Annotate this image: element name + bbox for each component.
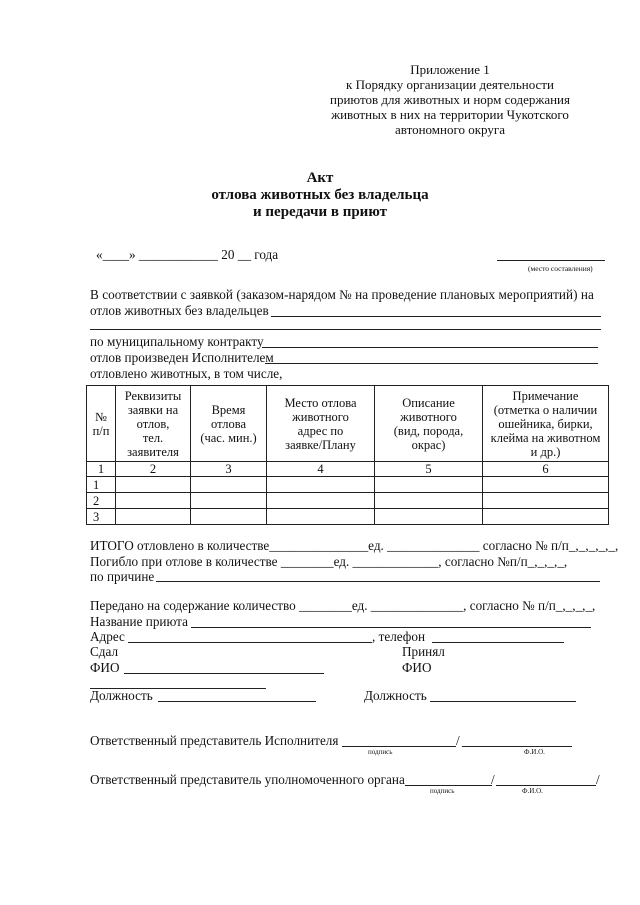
- numbering-cell: 3: [191, 462, 267, 477]
- numbering-cell: 1: [87, 462, 116, 477]
- header-line-5: автономного округа: [395, 122, 505, 137]
- performer-slash: /: [456, 733, 460, 748]
- died-count[interactable]: Погибло при отлове в количестве ________ед. _____________, согласно №п/п_,_,_,_,: [90, 554, 568, 569]
- performer-line[interactable]: [265, 363, 598, 364]
- table-numbering-row: [87, 462, 609, 477]
- position-right-line[interactable]: [430, 701, 576, 702]
- phone-line[interactable]: [432, 642, 564, 643]
- caught-label: отловлено животных, в том числе,: [90, 366, 283, 381]
- header-line-1: Приложение 1: [410, 62, 490, 77]
- place-line[interactable]: [497, 260, 605, 261]
- table-header-row: [87, 386, 609, 462]
- gave-label: Сдал: [90, 644, 119, 659]
- contract-line[interactable]: [262, 347, 598, 348]
- table-cell[interactable]: [191, 509, 267, 525]
- reason-label: по причине: [90, 569, 155, 584]
- fio-left-line[interactable]: [124, 673, 324, 674]
- performer-label: отлов произведен Исполнителем: [90, 350, 274, 365]
- header-line-3: приютов для животных и норм содержания: [330, 92, 570, 107]
- row-number: 3: [87, 509, 116, 525]
- authority-fio-line[interactable]: [496, 785, 596, 786]
- document-subtitle-2: и передачи в приют: [253, 204, 387, 220]
- numbering-cell: 2: [116, 462, 191, 477]
- header-line-2: к Порядку организации деятельности: [346, 77, 554, 92]
- table-row[interactable]: [87, 509, 609, 525]
- table-cell[interactable]: [375, 509, 483, 525]
- table-cell[interactable]: [375, 493, 483, 509]
- position-right-label: Должность: [364, 688, 427, 703]
- table-cell[interactable]: [483, 509, 609, 525]
- document-subtitle-1: отлова животных без владельца: [211, 187, 429, 203]
- table-row[interactable]: [87, 477, 609, 493]
- authority-slash-end: /: [596, 772, 600, 787]
- performer-fio-line[interactable]: [462, 746, 572, 747]
- header-place: Место отлова животного адрес по заявке/Плану: [267, 386, 375, 462]
- table-cell[interactable]: [116, 493, 191, 509]
- header-time: Время отлова (час. мин.): [191, 386, 267, 462]
- intro-line-1: В соответствии с заявкой (заказом-нарядом № на проведение плановых мероприятий) на: [90, 287, 594, 302]
- authority-sign-caption: подпись: [430, 787, 455, 795]
- table-row[interactable]: [87, 493, 609, 509]
- table-cell[interactable]: [267, 477, 375, 493]
- handed-count[interactable]: Передано на содержание количество ________ед. ______________, согласно № п/п_,_,_,_,: [90, 598, 596, 613]
- authority-slash: /: [491, 772, 495, 787]
- address-label: Адрес: [90, 629, 125, 644]
- table-cell[interactable]: [483, 493, 609, 509]
- table-cell[interactable]: [267, 493, 375, 509]
- header-description: Описание животного (вид, порода, окрас): [375, 386, 483, 462]
- animals-table: [86, 385, 609, 525]
- header-number: № п/п: [87, 386, 116, 462]
- authority-rep-label: Ответственный представитель уполномоченного органа: [90, 772, 405, 787]
- place-caption: (место составления): [528, 264, 593, 273]
- date-field[interactable]: «____» ____________ 20 __ года: [96, 247, 279, 262]
- row-number: 1: [87, 477, 116, 493]
- authority-sign-line[interactable]: [405, 785, 492, 786]
- intro-line-2: отлов животных без владельцев: [90, 303, 269, 318]
- position-left-line[interactable]: [158, 701, 316, 702]
- performer-fio-caption: Ф.И.О.: [524, 748, 545, 756]
- position-left-label: Должность: [90, 688, 153, 703]
- performer-sign-line[interactable]: [342, 746, 456, 747]
- numbering-cell: 5: [375, 462, 483, 477]
- header-request: Реквизиты заявки на отлов, тел. заявителя: [116, 386, 191, 462]
- table-cell[interactable]: [267, 509, 375, 525]
- row-number: 2: [87, 493, 116, 509]
- shelter-label: Название приюта: [90, 614, 188, 629]
- table-cell[interactable]: [116, 509, 191, 525]
- contract-label: по муниципальному контракту: [90, 334, 264, 349]
- document-title: Акт: [306, 170, 334, 186]
- numbering-cell: 6: [483, 462, 609, 477]
- received-label: Принял: [402, 644, 445, 659]
- performer-sign-caption: подпись: [368, 748, 393, 756]
- header-line-4: животных в них на территории Чукотского: [331, 107, 569, 122]
- fio-right-label: ФИО: [402, 660, 432, 675]
- request-line[interactable]: [271, 316, 601, 317]
- request-line-2[interactable]: [90, 329, 601, 330]
- shelter-line[interactable]: [191, 627, 591, 628]
- table-cell[interactable]: [116, 477, 191, 493]
- phone-label: , телефон: [372, 629, 426, 644]
- table-cell[interactable]: [375, 477, 483, 493]
- address-line[interactable]: [128, 642, 372, 643]
- numbering-cell: 4: [267, 462, 375, 477]
- performer-rep-label: Ответственный представитель Исполнителя: [90, 733, 339, 748]
- table-cell[interactable]: [483, 477, 609, 493]
- total-caught[interactable]: ИТОГО отловлено в количестве_______________ед. ______________ согласно № п/п_,_,_,_,_,: [90, 538, 619, 553]
- fio-left-label: ФИО: [90, 660, 120, 675]
- table-cell[interactable]: [191, 477, 267, 493]
- reason-line[interactable]: [156, 581, 600, 582]
- authority-fio-caption: Ф.И.О.: [522, 787, 543, 795]
- header-note: Примечание (отметка о наличии ошейника, бирки, клейма на животном и др.): [483, 386, 609, 462]
- table-cell[interactable]: [191, 493, 267, 509]
